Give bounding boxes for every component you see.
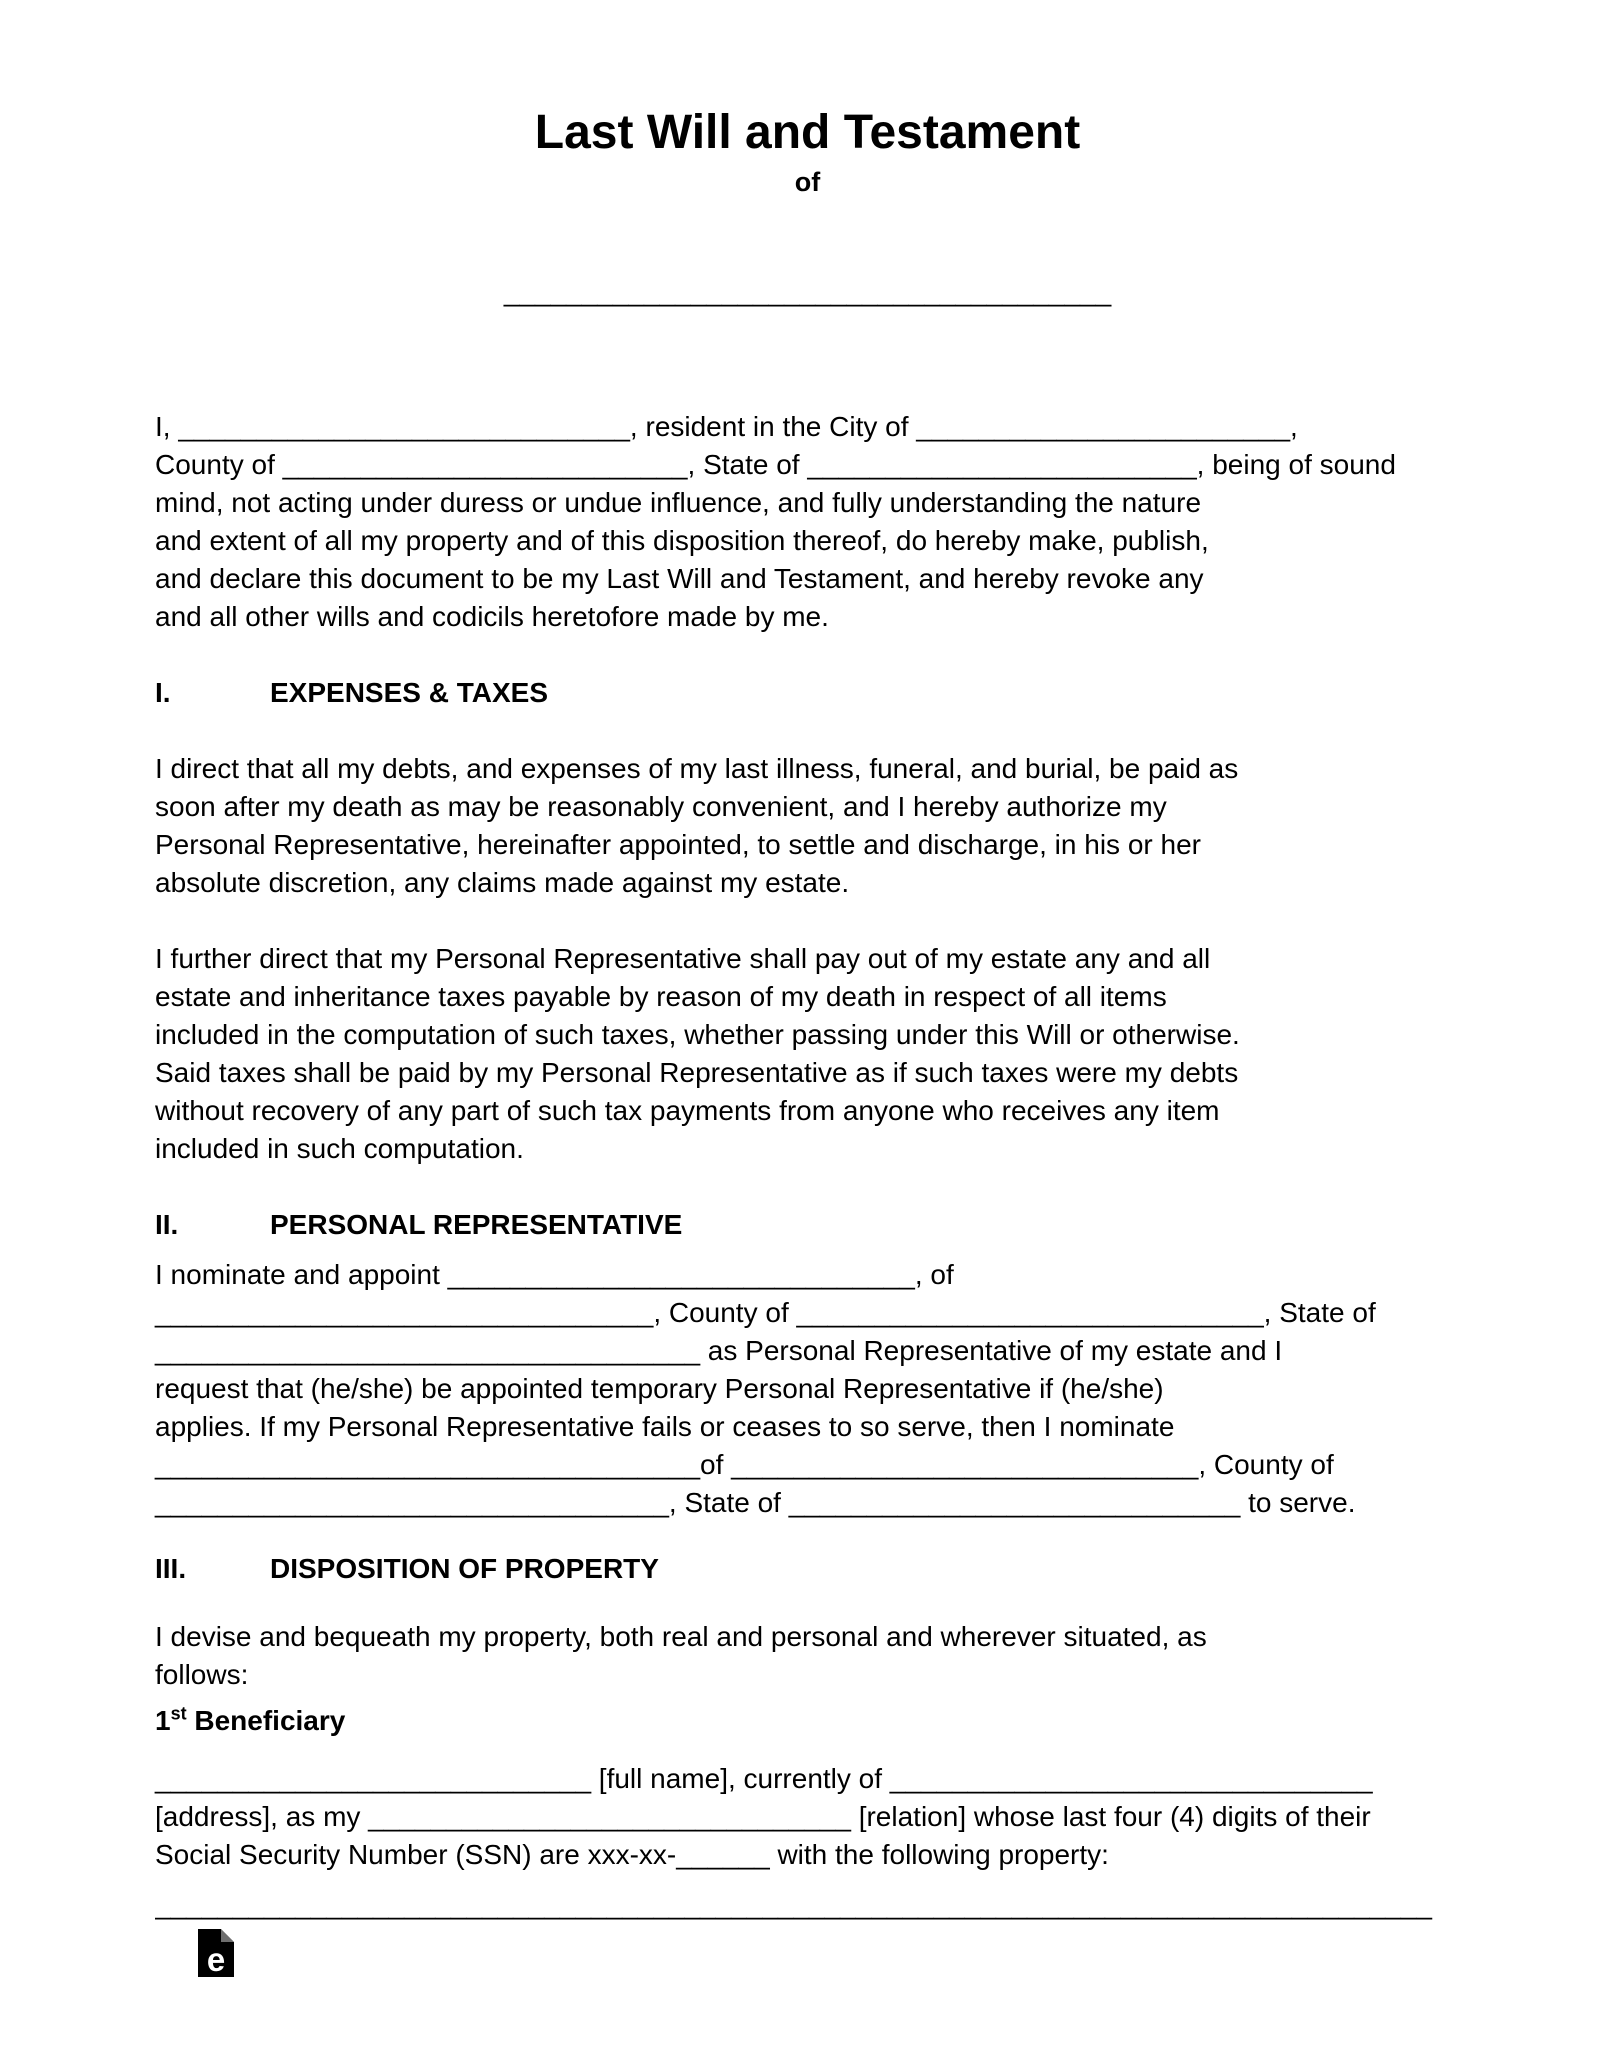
- text-line: Social Security Number (SSN) are xxx-xx-______ with the following property:: [155, 1839, 1109, 1870]
- document-subtitle: of: [794, 167, 821, 197]
- beneficiary-label: [155, 1702, 1460, 1740]
- text-line: follows:: [155, 1659, 249, 1690]
- ordinal-suffix: st: [170, 1703, 187, 1724]
- text-line: I, _____________________________, resident in the City of ________________________,: [155, 411, 1298, 442]
- text-line: _________________________________, State of _____________________________ to serve.: [155, 1487, 1356, 1518]
- section-heading: [155, 674, 1460, 712]
- text-line: included in the computation of such taxes, whether passing under this Will or otherwise.: [155, 1019, 1240, 1050]
- text-line: I direct that all my debts, and expenses of my last illness, funeral, and burial, be paid as: [155, 753, 1239, 784]
- section-number: III.: [155, 1553, 187, 1584]
- text-line: included in such computation.: [155, 1133, 524, 1164]
- text-line: absolute discretion, any claims made against my estate.: [155, 867, 850, 898]
- section-number: II.: [155, 1209, 179, 1240]
- text-line: soon after my death as may be reasonably convenient, and I hereby authorize my: [155, 791, 1167, 822]
- section-heading: [155, 1550, 1460, 1588]
- section-number: I.: [155, 677, 171, 708]
- paragraph: [155, 408, 1460, 636]
- paragraph: [155, 1256, 1460, 1522]
- paragraph: [155, 940, 1460, 1168]
- page-content: [155, 0, 1460, 1924]
- text-line: mind, not acting under duress or undue influence, and fully understanding the nature: [155, 487, 1202, 518]
- text-line: Personal Representative, hereinafter appointed, to settle and discharge, in his or her: [155, 829, 1201, 860]
- section-title: EXPENSES & TAXES: [270, 677, 549, 708]
- paragraph: [155, 750, 1460, 902]
- beneficiary-number: 1: [155, 1705, 171, 1736]
- section-title: PERSONAL REPRESENTATIVE: [270, 1209, 683, 1240]
- text-line: applies. If my Personal Representative fails or ceases to so serve, then I nominate: [155, 1411, 1175, 1442]
- text-line: I nominate and appoint ______________________________, of: [155, 1259, 954, 1290]
- text-line: County of __________________________, State of _________________________, being of sound: [155, 449, 1396, 480]
- section-heading: [155, 1206, 1460, 1244]
- text-line: ________________________________, County of ______________________________, State of: [155, 1297, 1376, 1328]
- property-blank-line: __________________________________________________________________________________: [155, 1889, 1432, 1920]
- eforms-logo: [198, 1929, 234, 1977]
- text-line: and extent of all my property and of this disposition thereof, do hereby make, publish,: [155, 525, 1209, 556]
- paragraph: [155, 1760, 1460, 1874]
- text-line: and all other wills and codicils heretofore made by me.: [155, 601, 829, 632]
- section-title: DISPOSITION OF PROPERTY: [270, 1553, 659, 1584]
- text-line: [address], as my _______________________________ [relation] whose last four (4) digits of their: [155, 1801, 1371, 1832]
- text-line: request that (he/she) be appointed temporary Personal Representative if (he/she): [155, 1373, 1164, 1404]
- text-line: ___________________________________of ______________________________, County of: [155, 1449, 1334, 1480]
- beneficiary-label-text: Beneficiary: [186, 1705, 346, 1736]
- paragraph: [155, 1618, 1460, 1694]
- testator-name-blank: _______________________________________: [503, 276, 1112, 307]
- text-line: Said taxes shall be paid by my Personal Representative as if such taxes were my debts: [155, 1057, 1239, 1088]
- text-line: I further direct that my Personal Representative shall pay out of my estate any and all: [155, 943, 1211, 974]
- text-line: estate and inheritance taxes payable by reason of my death in respect of all items: [155, 981, 1167, 1012]
- text-line: I devise and bequeath my property, both real and personal and wherever situated, as: [155, 1621, 1207, 1652]
- text-line: without recovery of any part of such tax payments from anyone who receives any item: [155, 1095, 1220, 1126]
- text-line: ____________________________ [full name], currently of _______________________________: [155, 1763, 1373, 1794]
- document-title: Last Will and Testament: [534, 106, 1081, 159]
- document-body: [155, 408, 1460, 1924]
- eforms-logo-letter: e: [206, 1941, 226, 1978]
- text-line: ___________________________________ as Personal Representative of my estate and I: [155, 1335, 1283, 1366]
- text-line: and declare this document to be my Last Will and Testament, and hereby revoke any: [155, 563, 1204, 594]
